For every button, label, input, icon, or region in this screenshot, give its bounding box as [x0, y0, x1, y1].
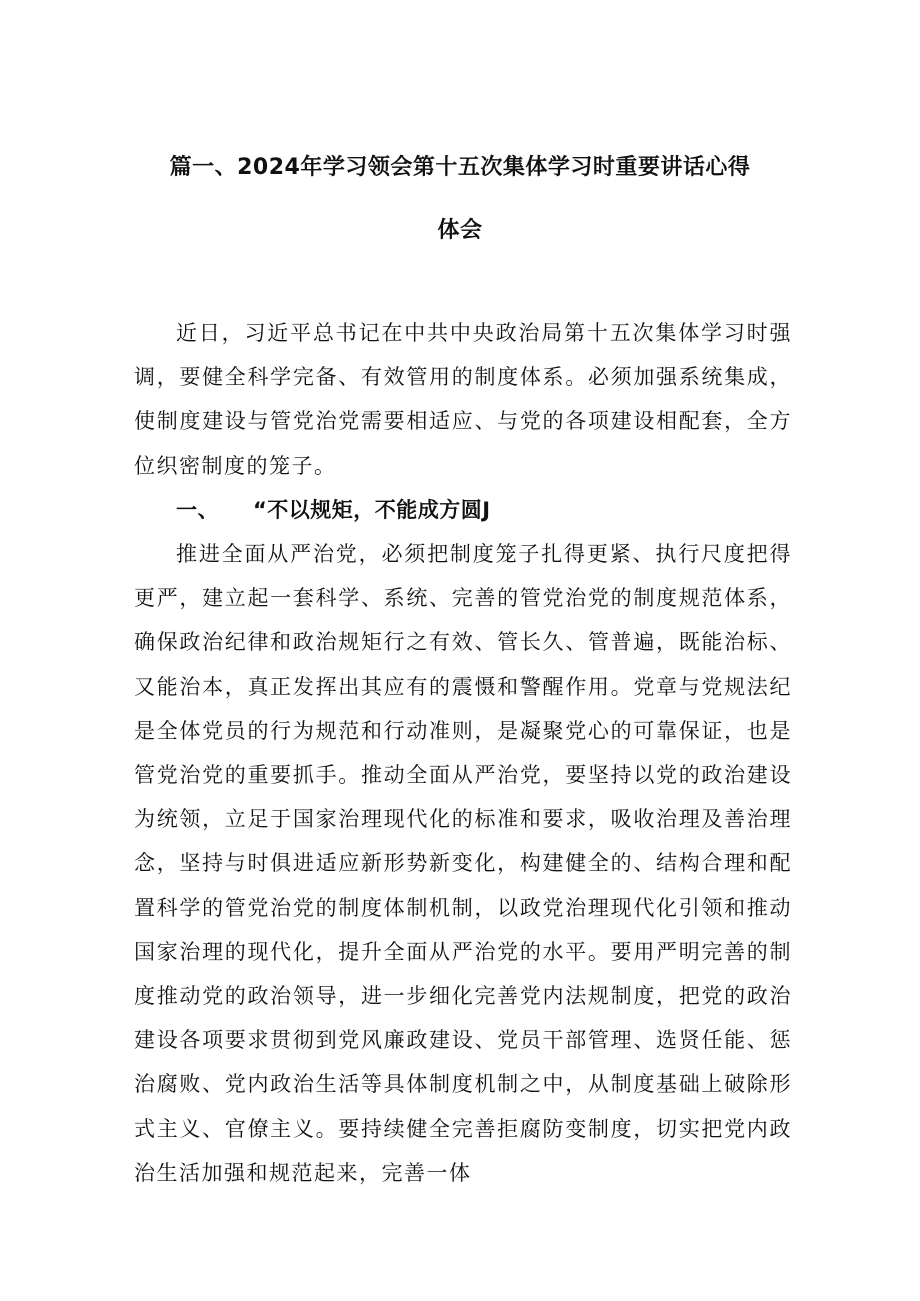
- section-1-heading: [134, 488, 792, 532]
- section-1-heading-text: “不以规矩，不能成方圆J: [253, 497, 491, 522]
- intro-paragraph: 近日，习近平总书记在中共中央政治局第十五次集体学习时强调，要健全科学完备、有效管用的制度体系。必须加强系统集成，使制度建设与管党治党需要相适应、与党的各项建设相配套，全方位织密制度的笼子。: [134, 321, 792, 478]
- section-1-number: 一、: [176, 497, 219, 522]
- section-1-paragraph: 推进全面从严治党，必须把制度笼子扎得更紧、执行尺度把得更严，建立起一套科学、系统、完善的管党治党的制度规范体系，确保政治纪律和政治规矩行之有效、管长久、管普遍，既能治标、又能治本，真正发挥出其应有的震慑和警醒作用。党章与党规法纪是全体党员的行为规范和行动准则，是凝聚党心的可靠保证，也是管党治党的重要抓手。推动全面从严治党，要坚持以党的政治建设为统领，立足于国家治理现代化的标准和要求，吸收治理及善治理念，坚持与时俱进适应新形势新变化，构建健全的、结构合理和配置科学的管党治党的制度体制机制，以政党治理现代化引领和推动国家治理的现代化，提升全面从严治党的水平。要用严明完善的制度推动党的政治领导，进一步细化完善党内法规制度，把党的政治建设各项要求贯彻到党风廉政建设、党员干部管理、选贤任能、惩治腐败、党内政治生活等具体制度机制之中，从制度基础上破除形式主义、官僚主义。要持续健全完善拒腐防变制度，切实把党内政治生活加强和规范起来，完善一体: [134, 542, 792, 1185]
- document-title-line-1: 篇一、2024年学习领会第十五次集体学习时重要讲话心得: [169, 155, 751, 180]
- document-title-line-2: 体会: [437, 218, 483, 243]
- document-body: [134, 311, 792, 1195]
